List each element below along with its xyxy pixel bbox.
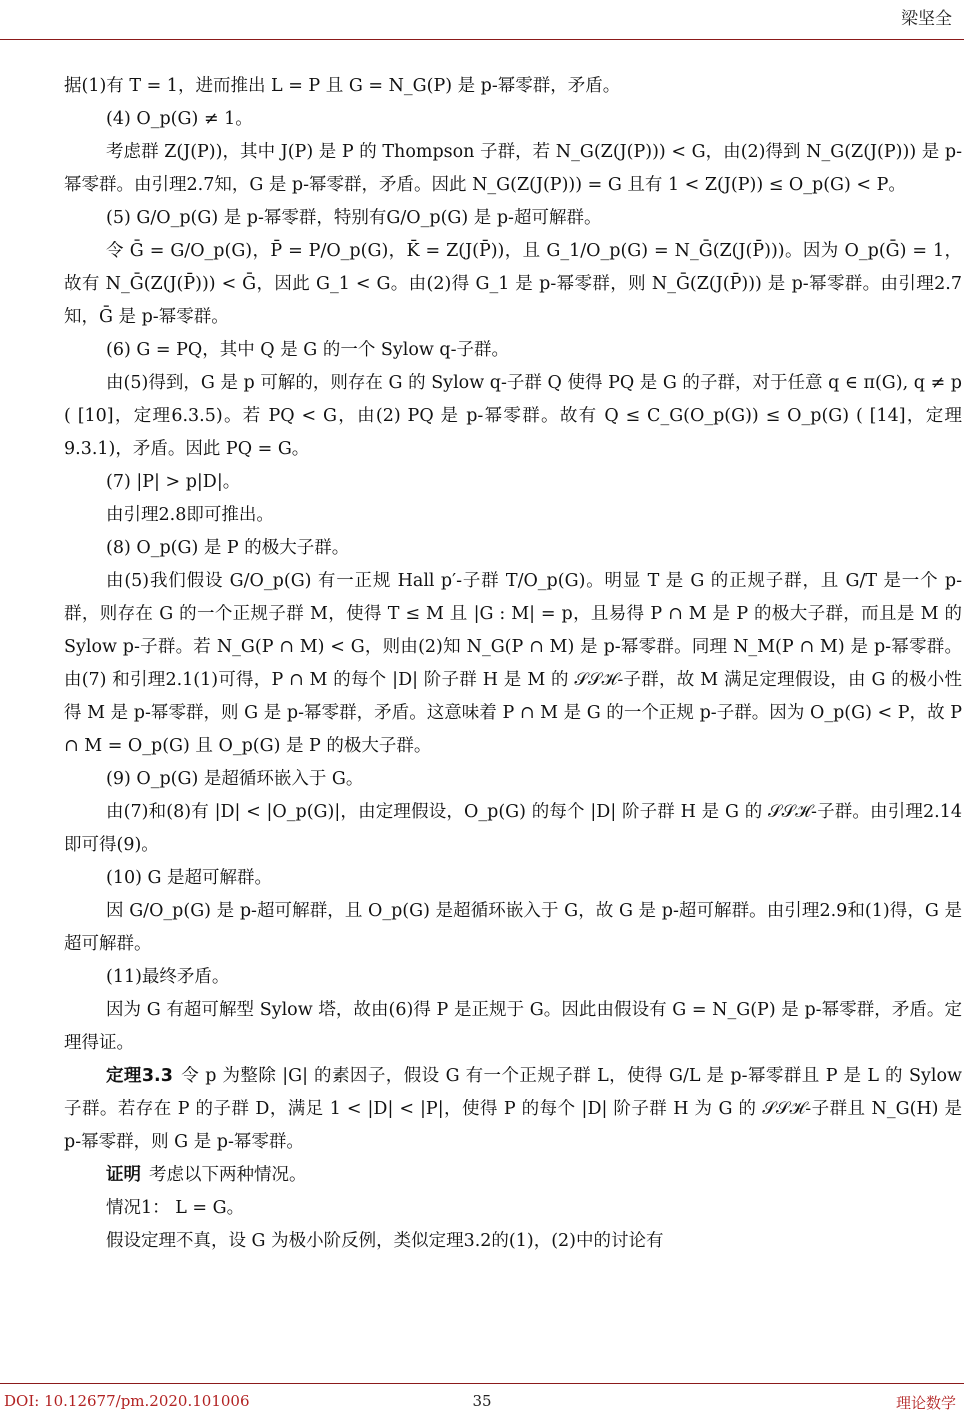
theorem-text: 令 p 为整除 |G| 的素因子，假设 G 有一个正规子群 L，使得 G/L 是 p-幂零群且 P 是 L 的 Sylow 子群。若存在 P 的子群 D，满足 1 < |D| < |P|，使得 P 的每个 |D| 阶子群 H 为 G 的 𝒮𝒮ℋ-子群且 N_G(H) 是 p-幂零群，则 G 是 p-幂零群。 [64,1066,962,1152]
page-header-author: 梁坚全 [901,9,952,29]
paragraph: 因 G/O_p(G) 是 p-超可解群，且 O_p(G) 是超循环嵌入于 G，故 G 是 p-超可解群。由引理2.9和(1)得，G 是超可解群。 [64,901,962,954]
footer-rule [0,1383,964,1384]
proof-text: 考虑以下两种情况。 [149,1165,307,1185]
paragraph: 由(7)和(8)有 |D| < |O_p(G)|，由定理假设，O_p(G) 的每个 |D| 阶子群 H 是 G 的 𝒮𝒮ℋ-子群。由引理2.14即可得(9)。 [64,802,962,855]
paragraph: (6) G = PQ，其中 Q 是 G 的一个 Sylow q-子群。 [106,340,510,360]
paragraph: (10) G 是超可解群。 [106,868,273,888]
paragraph: 假设定理不真，设 G 为极小阶反例，类似定理3.2的(1)，(2)中的讨论有 [106,1231,664,1251]
paragraph: 令 Ḡ = G/O_p(G)，P̄ = P/O_p(G)，K̄ = Z(J(P̄))，且 G_1/O_p(G) = N_Ḡ(Z(J(P̄)))。因为 O_p(Ḡ) = 1，故有 N_Ḡ(Z(J(P̄))) < Ḡ，因此 G_1 < G。由(2)得 G_1 是 p-幂零群，则 N_Ḡ(Z(J(P̄))) 是 p-幂零群。由引理2.7知，Ḡ 是 p-幂零群。 [64,241,962,327]
theorem-block [64,1060,962,1159]
footer-doi-link[interactable]: DOI: 10.12677/pm.2020.101006 [4,1392,250,1410]
paragraph: (4) O_p(G) ≠ 1。 [106,109,253,129]
proof-block [64,1159,962,1192]
theorem-label: 定理3.3 [106,1066,173,1086]
paragraph: 因为 G 有超可解型 Sylow 塔，故由(6)得 P 是正规于 G。因此由假设有 G = N_G(P) 是 p-幂零群，矛盾。定理得证。 [64,1000,962,1053]
header-rule [0,39,964,40]
paragraph: (11)最终矛盾。 [106,967,230,987]
proof-label: 证明 [106,1165,141,1185]
paragraph: (7) |P| > p|D|。 [106,472,241,492]
paragraph: 由(5)得到，G 是 p 可解的，则存在 G 的 Sylow q-子群 Q 使得 PQ 是 G 的子群，对于任意 q ∈ π(G), q ≠ p ( [10]，定理6.3.5)。若 PQ < G，由(2) PQ 是 p-幂零群。故有 Q ≤ C_G(O_p(G)) ≤ O_p(G) ( [14]，定理9.3.1)，矛盾。因此 PQ = G。 [64,373,962,459]
main-content [64,70,962,1258]
paragraph: (5) G/O_p(G) 是 p-幂零群，特别有G/O_p(G) 是 p-超可解群。 [106,208,602,228]
paragraph: 由(5)我们假设 G/O_p(G) 有一正规 Hall p′-子群 T/O_p(G)。明显 T 是 G 的正规子群，且 G/T 是一个 p-群，则存在 G 的一个正规子群 M，使得 T ≤ M 且 |G : M| = p，且易得 P ∩ M 是 P 的极大子群，而且是 M 的 Sylow p-子群。若 N_G(P ∩ M) < G，则由(2)知 N_G(P ∩ M) 是 p-幂零群。同理 N_M(P ∩ M) 是 p-幂零群。由(7) 和引理2.1(1)可得，P ∩ M 的每个 |D| 阶子群 H 是 M 的 𝒮𝒮ℋ-子群，故 M 满足定理假设，由 G 的极小性得 M 是 p-幂零群，则 G 是 p-幂零群，矛盾。这意味着 P ∩ M 是 G 的一个正规 p-子群。因为 O_p(G) < P，故 P ∩ M = O_p(G) 且 O_p(G) 是 P 的极大子群。 [64,571,962,756]
paragraph: (9) O_p(G) 是超循环嵌入于 G。 [106,769,364,789]
paragraph: 考虑群 Z(J(P))，其中 J(P) 是 P 的 Thompson 子群，若 N_G(Z(J(P))) < G，由(2)得到 N_G(Z(J(P))) 是 p-幂零群。由引理2.7知，G 是 p-幂零群，矛盾。因此 N_G(Z(J(P))) = G 且有 1 < Z(J(P)) ≤ O_p(G) < P。 [64,142,962,195]
footer-page-number: 35 [472,1392,492,1410]
paragraph: (8) O_p(G) 是 P 的极大子群。 [106,538,350,558]
paragraph: 情况1： L = G。 [106,1198,245,1218]
paragraph: 由引理2.8即可推出。 [106,505,274,525]
footer-journal-name: 理论数学 [895,1394,956,1412]
paragraph: 据(1)有 T = 1，进而推出 L = P 且 G = N_G(P) 是 p-幂零群，矛盾。 [64,76,621,96]
